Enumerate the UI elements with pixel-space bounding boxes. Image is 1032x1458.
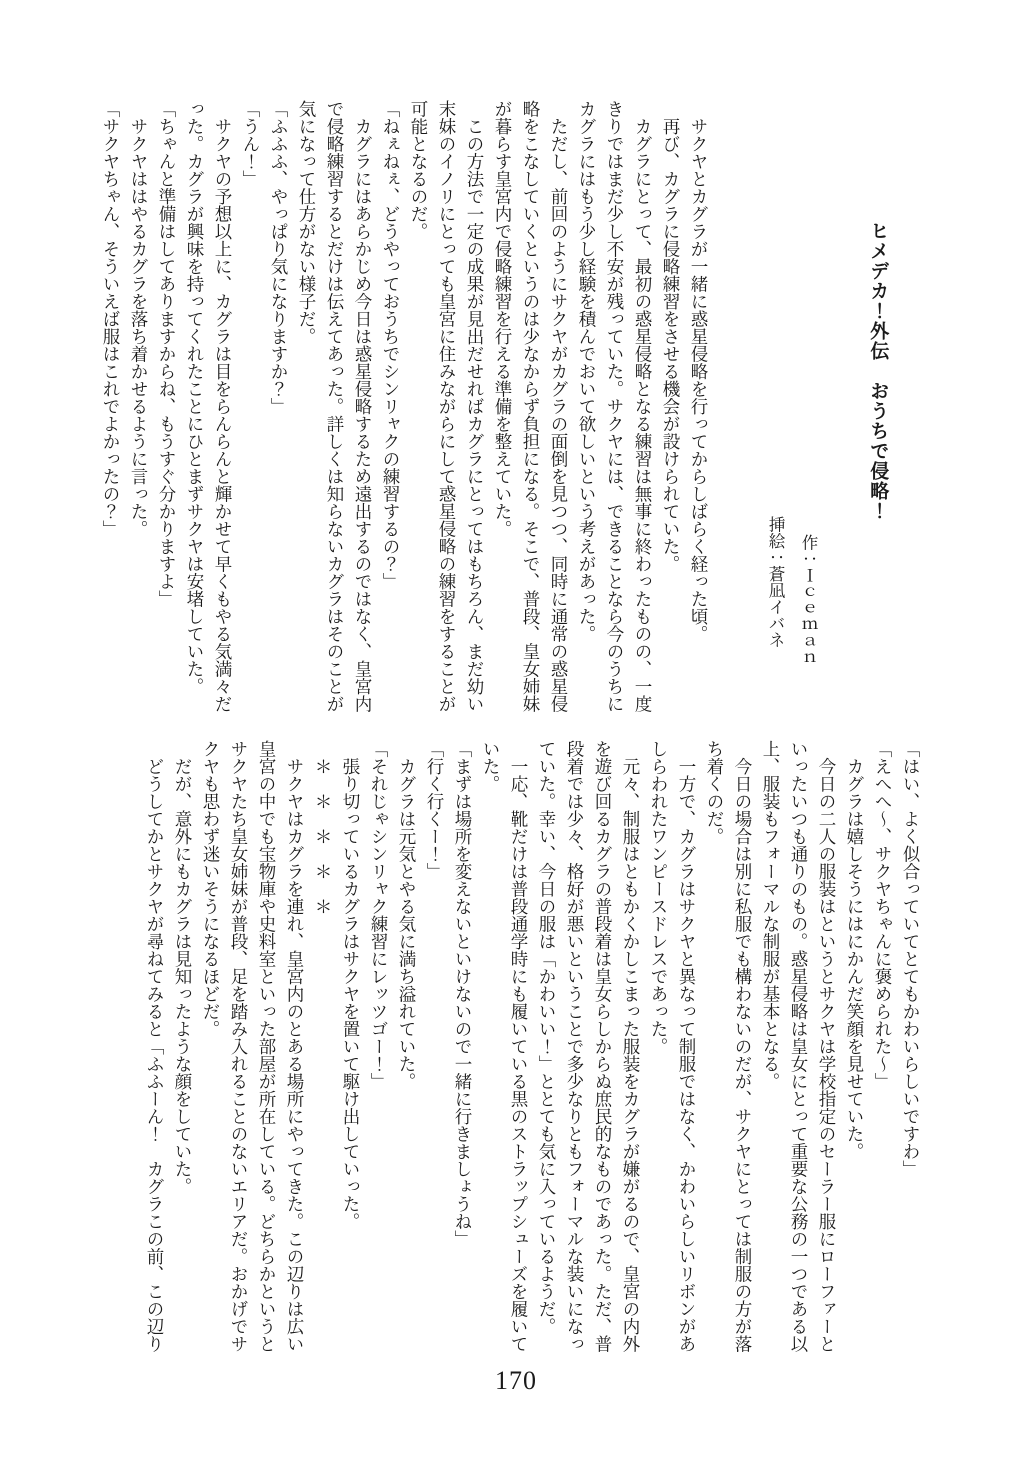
text-line: 「ちゃんと準備はしてありますからね、もうすぐ分かりますよ」 (157, 100, 177, 608)
text-line: どうしてかとサクヤが尋ねてみると「ふふーん！ カグラこの前、この辺り (145, 740, 165, 1353)
text-line: カグラは嬉しそうにはにかんだ笑顔を見せていた。 (845, 740, 865, 1160)
text-line: だが、意外にもカグラは見知ったような顔をしていた。 (173, 740, 193, 1195)
text-line: 段着では少々、格好が悪いということで多少なりともフォーマルな装いになっ (565, 740, 585, 1353)
text-line: ち着くのだ。 (705, 740, 725, 845)
text-line: 今日の二人の服装はというとサクヤは学校指定のセーラー服にローファーと (817, 740, 837, 1353)
text-line: カグラにはもう少し経験を積んでおいて欲しいという考えがあった。 (577, 100, 597, 643)
text-line: 一方で、カグラはサクヤと異なって制服ではなく、かわいらしいリボンがあ (677, 740, 697, 1353)
text-line: で侵略練習するとだけは伝えてあった。詳しくは知らないカグラはそのことが (325, 100, 345, 713)
text-line: 略をこなしていくというのは少なからず負担になる。そこで、普段、皇女姉妹 (521, 100, 541, 713)
text-line: を遊び回るカグラの普段着は皇女らしからぬ庶民的なものであった。ただ、普 (593, 740, 613, 1353)
credits (759, 516, 825, 666)
text-line: しらわれたワンピースドレスであった。 (649, 740, 669, 1055)
page-number: 170 (495, 1366, 537, 1395)
text-line: ていた。幸い、今日の服は「かわいい！」ととても気に入っているようだ。 (537, 740, 557, 1335)
text-line: 末妹のイノリにとっても皇宮に住みながらにして惑星侵略の練習をすることが (437, 100, 457, 713)
text-line: いた。 (481, 740, 501, 793)
text-line: 「えへへ〜、サクヤちゃんに褒められた〜」 (873, 740, 893, 1090)
text-line: 「まずは場所を変えないといけないので一緒に行きましょうね」 (453, 740, 473, 1248)
text-line: 上、服装もフォーマルな制服が基本となる。 (761, 740, 781, 1090)
story-section-bottom (141, 740, 925, 1356)
text-line: 皇宮の中でも宝物庫や史料室といった部屋が所在している。どちらかというと (257, 740, 277, 1353)
text-line: カグラは元気とやる気に満ち溢れていた。 (397, 740, 417, 1090)
text-line: 再び、カグラに侵略練習をさせる機会が設けられていた。 (661, 100, 681, 573)
text-line: サクヤとカグラが一緒に惑星侵略を行ってからしばらく経った頃。 (689, 100, 709, 643)
text-line: 元々、制服はともかくかしこまった服装をカグラが嫌がるので、皇宮の内外 (621, 740, 641, 1353)
text-line: 気になって仕方がない様子だ。 (297, 100, 317, 345)
text-line: 「はい、よく似合っていてとてもかわいらしいですわ」 (901, 740, 921, 1178)
text-line: サクヤたち皇女姉妹が普段、足を踏み入れることのないエリアだ。おかげでサ (229, 740, 249, 1353)
text-line: サクヤの予想以上に、カグラは目をらんらんと輝かせて早くもやる気満々だ (213, 100, 233, 713)
text-line: が暮らす皇宮内で侵略練習を行える準備を整えていた。 (493, 100, 513, 538)
scene-separator: ＊ ＊ ＊ ＊ ＊ (313, 740, 333, 915)
text-line: 今日の場合は別に私服でも構わないのだが、サクヤにとっては制服の方が落 (733, 740, 753, 1353)
text-line: 「行く行くー！」 (425, 740, 445, 880)
text-line: 可能となるのだ。 (409, 100, 429, 240)
text-line: ただし、前回のようにサクヤがカグラの面倒を見つつ、同時に通常の惑星侵 (549, 100, 569, 713)
text-line: 「ふふふ、やっぱり気になりますか？」 (269, 100, 289, 415)
text-line: 「うん！」 (241, 100, 261, 188)
text-line: 一応、靴だけは普段通学時にも履いている黒のストラップシューズを履いて (509, 740, 529, 1353)
text-line: 張り切っているカグラはサクヤを置いて駆け出していった。 (341, 740, 361, 1230)
text-line: サクヤははやるカグラを落ち着かせるように言った。 (129, 100, 149, 538)
text-line: カグラにとって、最初の惑星侵略となる練習は無事に終わったものの、一度 (633, 100, 653, 713)
story-title: ヒメデカ！外伝 おうちで侵略！ (867, 221, 889, 521)
text-line: 「それじゃシンリャク練習にレッツゴー！」 (369, 740, 389, 1090)
illustrator-credit: 挿絵：蒼凪イバネ (766, 516, 785, 648)
author-credit: 作：Ｉｃｅｍａｎ (799, 534, 818, 666)
text-line: 「サクヤちゃん、そういえば服はこれでよかったの？」 (101, 100, 121, 538)
text-line: った。カグラが興味を持ってくれたことにひとまずサクヤは安堵していた。 (185, 100, 205, 695)
text-line: いったいつも通りのもの。惑星侵略は皇女にとって重要な公務の一つである以 (789, 740, 809, 1353)
text-line: カグラにはあらかじめ今日は惑星侵略するため遠出するのではなく、皇宮内 (353, 100, 373, 713)
text-line: この方法で一定の成果が見出だせればカグラにとってはもちろん、まだ幼い (465, 100, 485, 713)
text-line: 「ねぇねぇ、どうやっておうちでシンリャクの練習するの？」 (381, 100, 401, 590)
text-line: サクヤはカグラを連れ、皇宮内のとある場所にやってきた。この辺りは広い (285, 740, 305, 1353)
text-line: クヤも思わず迷いそうになるほどだ。 (201, 740, 221, 1038)
text-line: きりではまだ少し不安が残っていた。サクヤには、できることなら今のうちに (605, 100, 625, 713)
story-section-top (97, 100, 713, 716)
